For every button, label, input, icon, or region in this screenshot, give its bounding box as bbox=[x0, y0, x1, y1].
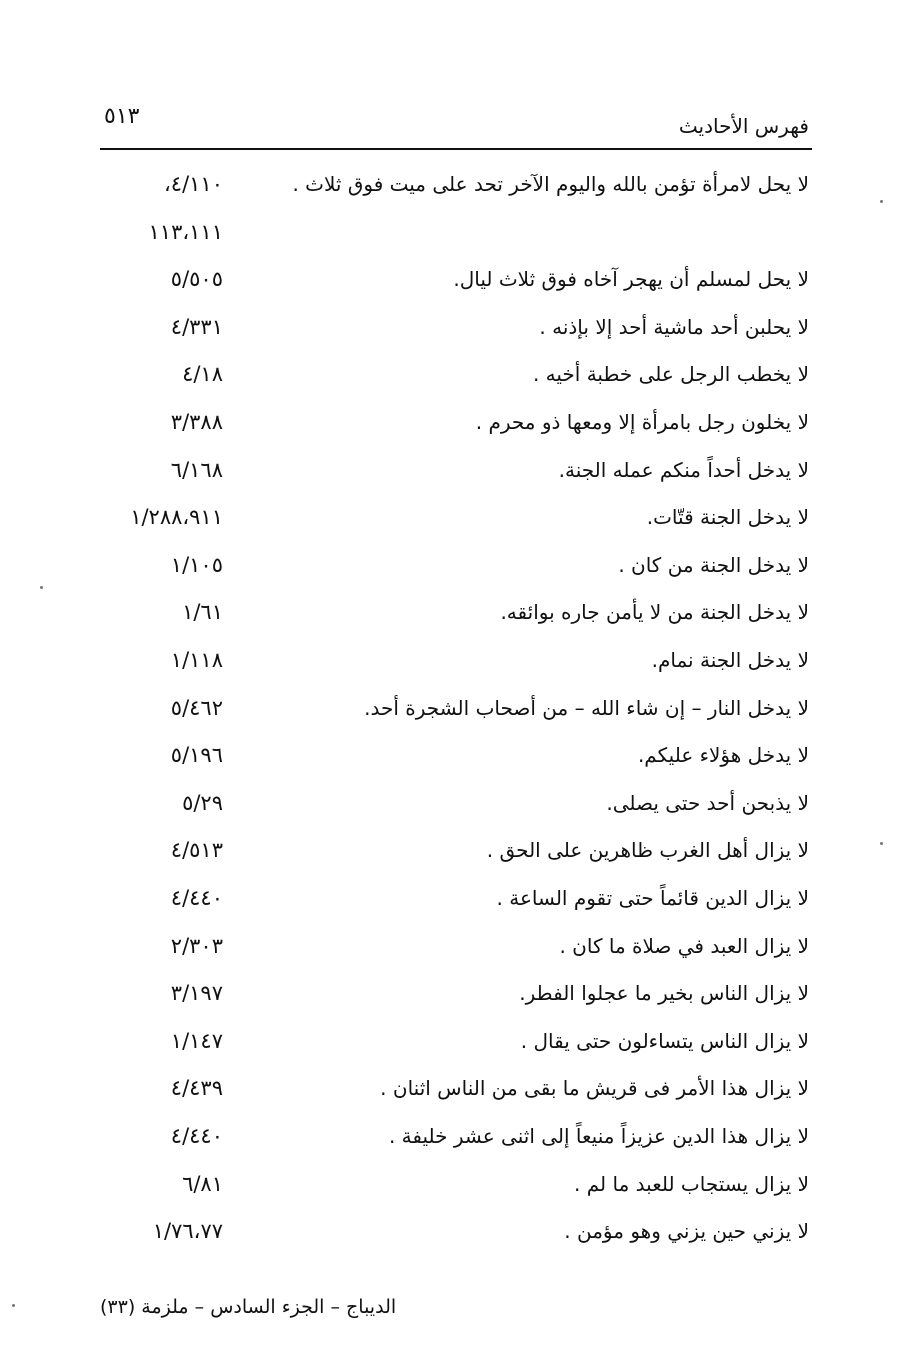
entry-text: لا يخلون رجل بامرأة إلا ومعها ذو محرم . bbox=[475, 410, 809, 434]
entry-text: لا يزني حين يزني وهو مؤمن . bbox=[564, 1219, 809, 1244]
entry-reference: ٥/٥٠٥ bbox=[170, 267, 223, 292]
entry-reference: ١/١٤٧ bbox=[170, 1028, 223, 1053]
entry-reference: ٣/٣٨٨ bbox=[170, 410, 223, 434]
entry-reference: ٤/٤٤٠ bbox=[170, 1124, 223, 1148]
entry-reference: ٦/١٦٨ bbox=[170, 457, 223, 482]
entry-text: لا يزال أهل الغرب ظاهرين على الحق . bbox=[486, 838, 809, 863]
entry-reference: ٤/٤٤٠ bbox=[170, 886, 223, 910]
entry-text: لا يزال هذا الأمر فى قريش ما بقى من الناس اثنان . bbox=[380, 1076, 809, 1101]
scan-speck bbox=[880, 200, 883, 203]
entry-reference: ٤/٤٣٩ bbox=[170, 1076, 223, 1101]
entry-text: لا يزال الناس يتساءلون حتى يقال . bbox=[520, 1028, 809, 1053]
entry-text: لا يدخل الجنة قتّات. bbox=[646, 505, 809, 530]
entry-reference: ١/١٠٥ bbox=[170, 552, 223, 577]
index-entry bbox=[0, 1068, 901, 1108]
scan-speck bbox=[40, 586, 43, 589]
entry-reference: ٤/١٨ bbox=[182, 362, 223, 387]
index-entry bbox=[0, 545, 901, 585]
entry-reference: ١/١١٨ bbox=[170, 648, 223, 672]
entry-reference: ٥/١٩٦ bbox=[170, 743, 223, 768]
page-header-title: فهرس الأحاديث bbox=[678, 114, 809, 138]
index-entry bbox=[0, 592, 901, 632]
entry-text: لا يدخل الجنة نمام. bbox=[651, 648, 809, 672]
scan-speck bbox=[880, 842, 883, 845]
entry-reference: ٣/١٩٧ bbox=[170, 981, 223, 1006]
entry-text: لا يخطب الرجل على خطبة أخيه . bbox=[532, 362, 809, 387]
index-entry bbox=[0, 640, 901, 680]
entry-text: لا يحل لمسلم أن يهجر آخاه فوق ثلاث ليال. bbox=[453, 267, 809, 292]
index-entry bbox=[0, 973, 901, 1013]
header-divider bbox=[100, 148, 812, 150]
entry-reference: ٥/٢٩ bbox=[182, 790, 223, 815]
index-entry bbox=[0, 164, 901, 204]
entry-reference: ٦/٨١ bbox=[182, 1171, 223, 1196]
index-entry bbox=[0, 259, 901, 299]
entry-reference: ١١٣،١١١ bbox=[148, 219, 223, 244]
index-entry bbox=[0, 1164, 901, 1204]
entry-text: لا يدخل الجنة من لا يأمن جاره بوائقه. bbox=[500, 600, 809, 625]
entry-reference: ١/٢٨٨،٩١١ bbox=[130, 505, 223, 530]
index-entry bbox=[0, 402, 901, 442]
entry-text: لا يحل لامرأة تؤمن بالله واليوم الآخر تحد على ميت فوق ثلاث . bbox=[292, 172, 809, 196]
page-number: ٥١٣ bbox=[104, 104, 140, 129]
index-entry bbox=[0, 878, 901, 918]
index-entry bbox=[0, 735, 901, 775]
entry-text: لا يزال العبد في صلاة ما كان . bbox=[559, 933, 809, 958]
entry-text: لا يدخل هؤلاء عليكم. bbox=[637, 743, 809, 768]
entry-text: لا يحلبن أحد ماشية أحد إلا بإذنه . bbox=[539, 314, 809, 339]
index-entry bbox=[0, 212, 901, 252]
entry-text: لا يدخل أحداً منكم عمله الجنة. bbox=[558, 457, 809, 482]
entry-text: لا يدخل الجنة من كان . bbox=[618, 552, 809, 577]
index-entry bbox=[0, 830, 901, 870]
index-entry bbox=[0, 1021, 901, 1061]
entry-text: لا يزال الناس بخير ما عجلوا الفطر. bbox=[519, 981, 809, 1006]
index-entry bbox=[0, 1116, 901, 1156]
index-entry bbox=[0, 783, 901, 823]
index-entry bbox=[0, 450, 901, 490]
entry-text: لا يدخل النار – إن شاء الله – من أصحاب الشجرة أحد. bbox=[364, 695, 809, 720]
index-entry bbox=[0, 497, 901, 537]
index-entry bbox=[0, 688, 901, 728]
entry-reference: ١/٧٦،٧٧ bbox=[152, 1219, 223, 1244]
index-entry bbox=[0, 354, 901, 394]
page-footer: الديباج – الجزء السادس – ملزمة (٣٣) bbox=[100, 1296, 397, 1318]
entry-reference: ٤/٣٣١ bbox=[170, 314, 223, 339]
index-entry bbox=[0, 926, 901, 966]
entry-text: لا يزال يستجاب للعبد ما لم . bbox=[574, 1171, 809, 1196]
entry-text: لا يزال الدين قائماً حتى تقوم الساعة . bbox=[496, 886, 809, 910]
entry-text: لا يذبحن أحد حتى يصلى. bbox=[606, 790, 809, 815]
entry-reference: ١/٦١ bbox=[182, 600, 223, 625]
entry-reference: ٥/٤٦٢ bbox=[170, 695, 223, 720]
entry-reference: ٤/١١٠، bbox=[164, 172, 223, 196]
index-entry bbox=[0, 307, 901, 347]
entry-reference: ٢/٣٠٣ bbox=[170, 933, 223, 958]
entry-reference: ٤/٥١٣ bbox=[170, 838, 223, 863]
index-entry bbox=[0, 1211, 901, 1251]
scan-speck bbox=[12, 1304, 15, 1307]
entry-text: لا يزال هذا الدين عزيزاً منيعاً إلى اثنى عشر خليفة . bbox=[388, 1124, 809, 1148]
